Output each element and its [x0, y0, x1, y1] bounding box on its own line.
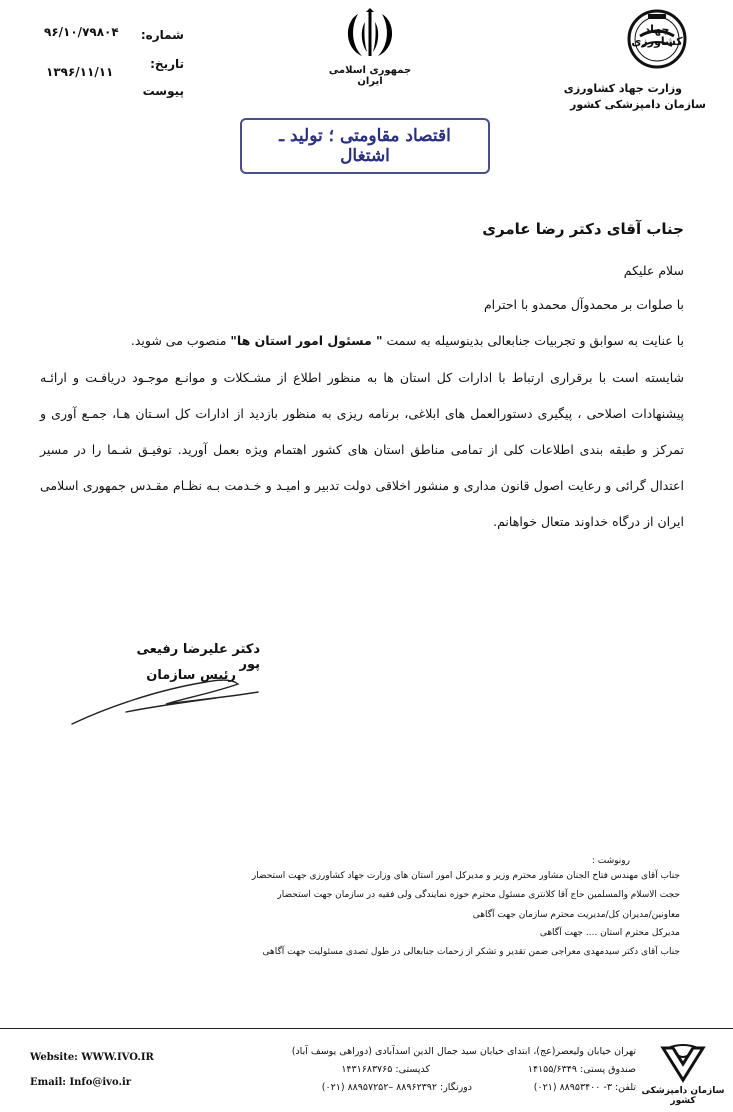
letter-date: ۱۳۹۶/۱۱/۱۱: [46, 65, 114, 79]
emblem-caption: جمهوری اسلامی ایران: [328, 65, 412, 87]
footer-email[interactable]: Email: Info@ivo.ir: [30, 1077, 132, 1088]
appointment-post: منصوب می شوید.: [130, 333, 231, 348]
cc-item: حجت الاسلام والمسلمین حاج آقا کلانتری مسئول محترم حوزه نمایندگی ولی فقیه در سازمان جهت استحضار: [277, 890, 680, 900]
letter-number: ۹۶/۱۰/۷۹۸۰۴: [44, 25, 119, 39]
footer-website[interactable]: Website: WWW.IVO.IR: [30, 1052, 154, 1063]
signer-title: رئیس سازمان: [146, 668, 236, 683]
letter-body: شایسته است با برقراری ارتباط با ادارات کل استان ها به منظور اطلاع از مشـکلات و موانـع موجـود دریافـت و ارائـه پیشنهادات اصلاحی ، پیگیری دستورالعمل های ابلاغی، برنامه ریزی به منظور بازدید از ادارات کل اسـتان هـا، جمـع آوری و تمرکز و طبقه بندی اطلاعات کلی از تمامی مناطق استان های کشور اهتمام ویژه بعمل آورید. توفیـق شـما را در مسیر اعتدال گرائی و رعایت اصول قانون مداری و منشور اخلاقی دولت تدبیر و امیـد و خـدمت بـه نظـام مقـدس جمهوری اسلامی ایران از درگاه خداوند متعال خواهانم.: [40, 370, 684, 529]
attachment-label: پیوست: [142, 84, 184, 98]
footer-address: تهران خیابان ولیعصر(عج)، ابتدای خیابان سید جمال الدین اسدآبادی (دوراهی یوسف آباد): [291, 1046, 636, 1057]
national-emblem-icon: [336, 8, 404, 64]
signer-name: دکتر علیرضا رفیعی پور: [136, 642, 260, 672]
appointment-title: " مسئول امور استان ها": [230, 333, 383, 348]
slogan-banner: اقتصاد مقاومتی ؛ تولید ـ اشتغال: [240, 118, 490, 174]
greeting: سلام علیکم: [623, 263, 684, 278]
cc-item: جناب آقای مهندس فتاح الجنان مشاور محترم وزیر و مدیرکل امور استان های وزارت جهاد کشاورزی جهت استحضار: [251, 871, 680, 881]
cc-item: جناب آقای دکتر سیدمهدی معراجی ضمن تقدیر و تشکر از زحمات جنابعالی در طول تصدی مسئولیت جهت آگاهی: [262, 947, 680, 957]
salawat-line: با صلوات بر محمدوآل محمدو با احترام: [483, 297, 684, 312]
appointment-pre: با عنایت به سوابق و تجربیات جنابعالی بدینوسیله به سمت: [382, 333, 684, 348]
footer-brand: سازمان دامپزشکی کشور: [641, 1086, 725, 1106]
cc-heading: رونوشت :: [591, 856, 630, 866]
ministry-name: وزارت جهاد کشاورزی: [563, 82, 682, 95]
cc-item: مدیرکل محترم استان .... جهت آگاهی: [539, 928, 680, 938]
cc-item: معاونین/مدیران کل/مدیریت محترم سازمان جهت آگاهی: [472, 910, 680, 920]
footer-phone: تلفن: ۳- ۸۸۹۵۳۴۰۰ (۰۲۱): [533, 1082, 636, 1093]
number-label: شماره:: [140, 28, 184, 42]
veterinary-org-logo-icon: [660, 1044, 706, 1084]
recipient: جناب آقای دکتر رضا عامری: [482, 220, 684, 238]
footer-pobox: صندوق پستی: ۱۴۱۵۵/۶۳۴۹: [527, 1064, 636, 1075]
appointment-line: [100, 333, 684, 348]
date-label: تاریخ:: [150, 57, 184, 71]
footer-postal-code: کدپستی: ۱۴۳۱۶۸۳۷۶۵: [341, 1064, 430, 1075]
logo-text: جهاد کشاورزی: [631, 23, 683, 48]
footer-divider: [0, 1028, 733, 1029]
handwritten-signature: [66, 668, 266, 730]
footer-fax: دورنگار: ۸۸۹۶۲۳۹۲ –۸۸۹۵۷۲۵۲ (۰۲۱): [321, 1082, 472, 1093]
organization-name: سازمان دامپزشکی کشور: [570, 98, 706, 111]
